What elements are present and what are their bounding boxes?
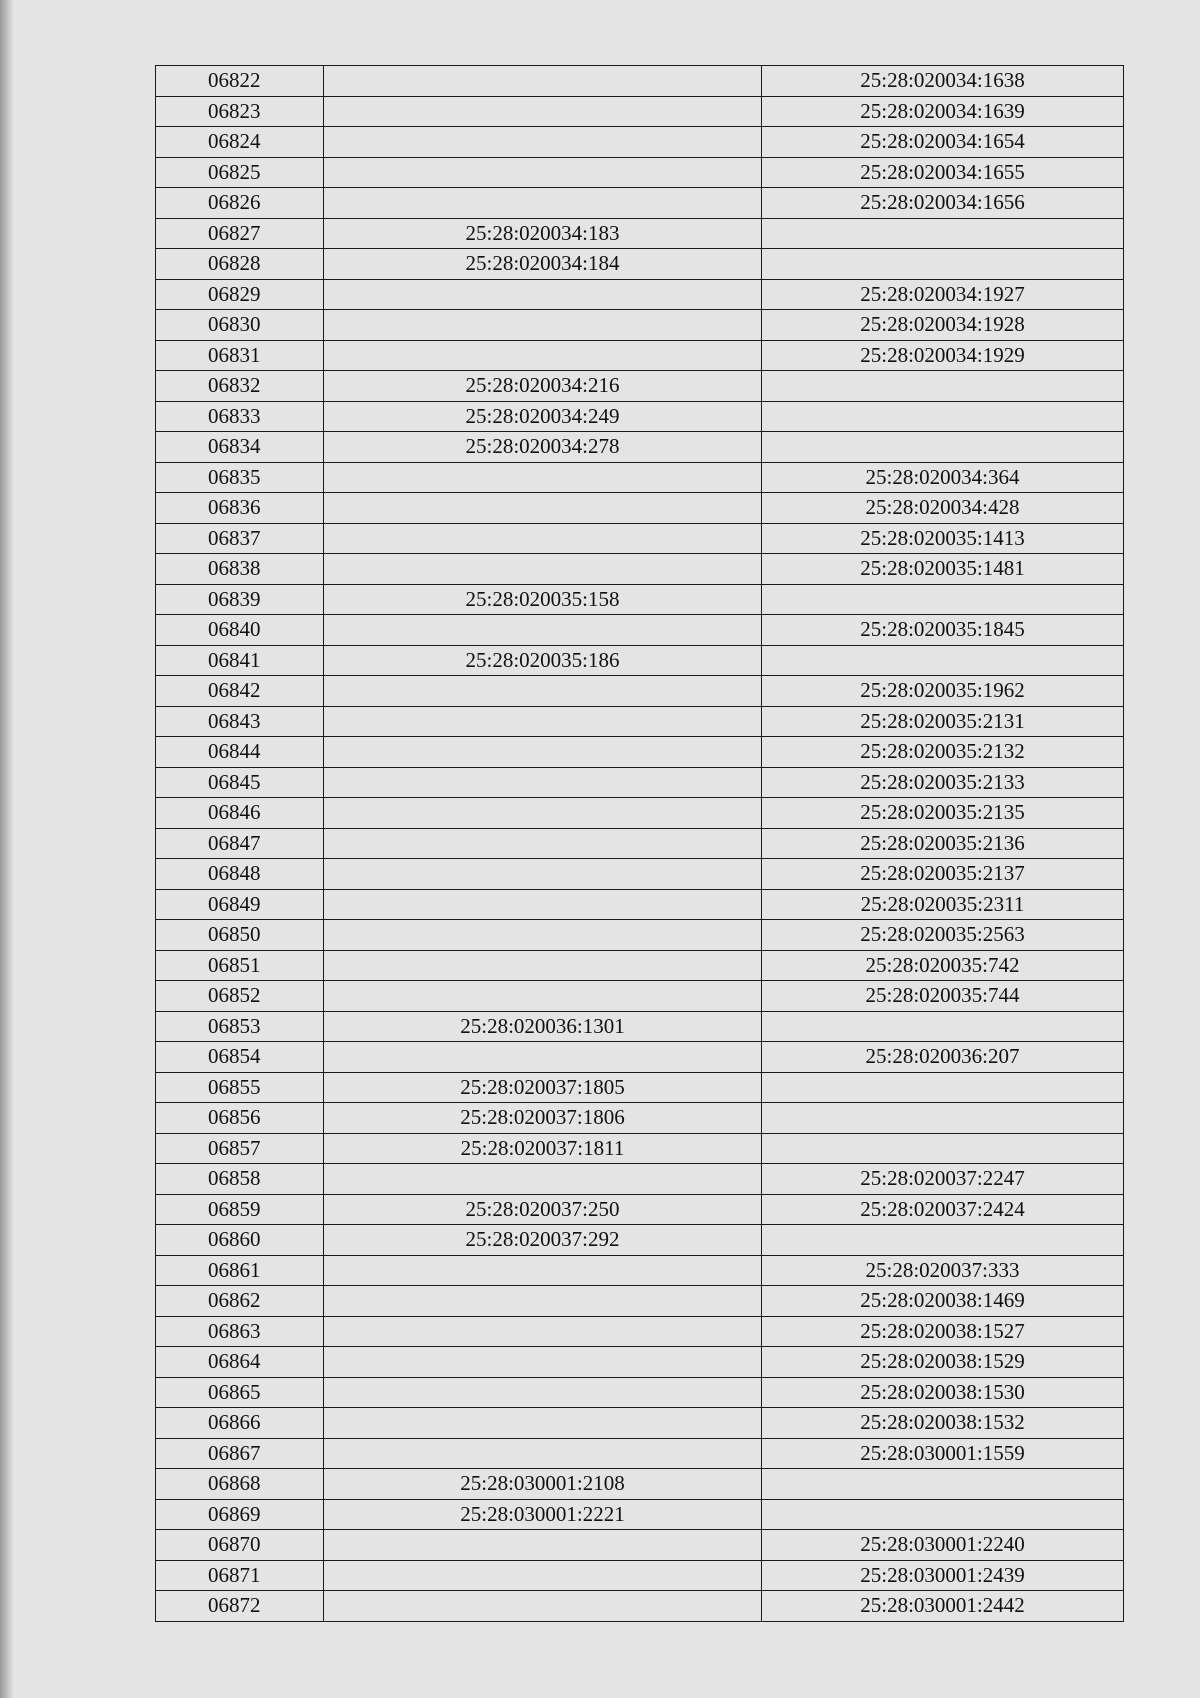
row-number-cell: 06845 [156, 767, 324, 798]
cadastral-number-cell-a [324, 523, 762, 554]
row-number-cell: 06841 [156, 645, 324, 676]
table-row [156, 706, 1124, 737]
cadastral-number-cell-b: 25:28:020035:2136 [762, 828, 1124, 859]
table-row [156, 188, 1124, 219]
cadastral-number-cell-b: 25:28:020034:1638 [762, 66, 1124, 97]
table-row [156, 1133, 1124, 1164]
row-number-cell: 06835 [156, 462, 324, 493]
row-number-cell: 06843 [156, 706, 324, 737]
cadastral-number-cell-b [762, 1103, 1124, 1134]
cadastral-number-cell-b: 25:28:020038:1469 [762, 1286, 1124, 1317]
table-row [156, 218, 1124, 249]
cadastral-number-cell-b: 25:28:020036:207 [762, 1042, 1124, 1073]
row-number-cell: 06822 [156, 66, 324, 97]
cadastral-number-cell-b [762, 1133, 1124, 1164]
cadastral-number-cell-a: 25:28:020036:1301 [324, 1011, 762, 1042]
cadastral-number-cell-b: 25:28:020035:1962 [762, 676, 1124, 707]
cadastral-number-cell-a [324, 66, 762, 97]
row-number-cell: 06849 [156, 889, 324, 920]
cadastral-number-cell-a [324, 1438, 762, 1469]
cadastral-number-cell-b: 25:28:020035:744 [762, 981, 1124, 1012]
cadastral-number-cell-b: 25:28:020037:333 [762, 1255, 1124, 1286]
cadastral-number-cell-a [324, 706, 762, 737]
cadastral-number-cell-b: 25:28:020035:1845 [762, 615, 1124, 646]
table-row [156, 1316, 1124, 1347]
cadastral-number-cell-a [324, 188, 762, 219]
cadastral-number-cell-a [324, 340, 762, 371]
cadastral-number-cell-b [762, 1225, 1124, 1256]
cadastral-number-cell-a [324, 96, 762, 127]
cadastral-number-cell-a [324, 127, 762, 158]
table-row [156, 1194, 1124, 1225]
row-number-cell: 06854 [156, 1042, 324, 1073]
cadastral-number-cell-a [324, 1591, 762, 1622]
cadastral-number-cell-a: 25:28:030001:2221 [324, 1499, 762, 1530]
table-row [156, 1286, 1124, 1317]
table-row [156, 1560, 1124, 1591]
cadastral-number-cell-b: 25:28:020035:2131 [762, 706, 1124, 737]
row-number-cell: 06866 [156, 1408, 324, 1439]
row-number-cell: 06838 [156, 554, 324, 585]
table-row [156, 1255, 1124, 1286]
row-number-cell: 06855 [156, 1072, 324, 1103]
cadastral-number-cell-b: 25:28:020034:1655 [762, 157, 1124, 188]
cadastral-number-cell-b: 25:28:030001:2240 [762, 1530, 1124, 1561]
table-row [156, 859, 1124, 890]
cadastral-number-cell-a [324, 737, 762, 768]
cadastral-number-cell-b: 25:28:030001:2439 [762, 1560, 1124, 1591]
table-row [156, 1438, 1124, 1469]
cadastral-number-cell-a [324, 981, 762, 1012]
cadastral-number-cell-a [324, 1164, 762, 1195]
row-number-cell: 06839 [156, 584, 324, 615]
table-row [156, 554, 1124, 585]
cadastral-number-cell-b [762, 1072, 1124, 1103]
cadastral-number-cell-b: 25:28:020035:2563 [762, 920, 1124, 951]
cadastral-number-cell-b [762, 1499, 1124, 1530]
cadastral-number-cell-b: 25:28:020035:2311 [762, 889, 1124, 920]
cadastral-number-cell-b [762, 1011, 1124, 1042]
cadastral-number-cell-a [324, 767, 762, 798]
row-number-cell: 06865 [156, 1377, 324, 1408]
table-row [156, 584, 1124, 615]
table-row [156, 920, 1124, 951]
table-row [156, 1072, 1124, 1103]
table-row [156, 1347, 1124, 1378]
cadastral-number-cell-a [324, 920, 762, 951]
row-number-cell: 06850 [156, 920, 324, 951]
row-number-cell: 06826 [156, 188, 324, 219]
cadastral-number-cell-b [762, 371, 1124, 402]
table-row [156, 1164, 1124, 1195]
cadastral-number-cell-b: 25:28:020034:1654 [762, 127, 1124, 158]
table-row [156, 401, 1124, 432]
table-row [156, 1530, 1124, 1561]
row-number-cell: 06857 [156, 1133, 324, 1164]
row-number-cell: 06860 [156, 1225, 324, 1256]
table-row [156, 462, 1124, 493]
cadastral-number-cell-b: 25:28:020034:1656 [762, 188, 1124, 219]
cadastral-number-cell-a [324, 1377, 762, 1408]
table-row [156, 310, 1124, 341]
cadastral-number-cell-a: 25:28:020034:278 [324, 432, 762, 463]
table-row [156, 279, 1124, 310]
table-row [156, 1469, 1124, 1500]
row-number-cell: 06872 [156, 1591, 324, 1622]
cadastral-number-cell-a [324, 1408, 762, 1439]
table-row [156, 828, 1124, 859]
cadastral-number-cell-b: 25:28:020034:1928 [762, 310, 1124, 341]
cadastral-number-cell-b: 25:28:020034:1929 [762, 340, 1124, 371]
table-row [156, 981, 1124, 1012]
page-edge-shadow [0, 0, 14, 1698]
cadastral-number-cell-a [324, 798, 762, 829]
cadastral-number-cell-b: 25:28:020038:1529 [762, 1347, 1124, 1378]
cadastral-number-cell-b [762, 645, 1124, 676]
table-body [156, 66, 1124, 1622]
table-row [156, 767, 1124, 798]
cadastral-number-cell-a: 25:28:020034:183 [324, 218, 762, 249]
table-row [156, 1103, 1124, 1134]
cadastral-number-cell-a [324, 279, 762, 310]
row-number-cell: 06842 [156, 676, 324, 707]
row-number-cell: 06828 [156, 249, 324, 280]
row-number-cell: 06853 [156, 1011, 324, 1042]
cadastral-number-cell-b [762, 1469, 1124, 1500]
cadastral-number-cell-b: 25:28:020035:2132 [762, 737, 1124, 768]
cadastral-number-cell-b [762, 401, 1124, 432]
cadastral-number-cell-b: 25:28:020035:1413 [762, 523, 1124, 554]
cadastral-number-cell-b: 25:28:020037:2247 [762, 1164, 1124, 1195]
cadastral-number-cell-a [324, 554, 762, 585]
cadastral-number-cell-b: 25:28:020038:1532 [762, 1408, 1124, 1439]
cadastral-number-cell-b: 25:28:020034:428 [762, 493, 1124, 524]
table-row [156, 950, 1124, 981]
cadastral-number-cell-b: 25:28:020035:1481 [762, 554, 1124, 585]
cadastral-number-cell-b [762, 249, 1124, 280]
table-row [156, 66, 1124, 97]
row-number-cell: 06867 [156, 1438, 324, 1469]
table-row [156, 1591, 1124, 1622]
table-row [156, 523, 1124, 554]
cadastral-number-cell-a: 25:28:020034:249 [324, 401, 762, 432]
cadastral-number-cell-a: 25:28:030001:2108 [324, 1469, 762, 1500]
row-number-cell: 06868 [156, 1469, 324, 1500]
cadastral-number-cell-a [324, 157, 762, 188]
cadastral-number-cell-b: 25:28:020035:2135 [762, 798, 1124, 829]
row-number-cell: 06861 [156, 1255, 324, 1286]
cadastral-number-cell-a: 25:28:020034:184 [324, 249, 762, 280]
cadastral-number-cell-b: 25:28:020035:2137 [762, 859, 1124, 890]
cadastral-number-cell-b: 25:28:020034:1639 [762, 96, 1124, 127]
cadastral-number-cell-a [324, 310, 762, 341]
row-number-cell: 06871 [156, 1560, 324, 1591]
table-row [156, 1377, 1124, 1408]
row-number-cell: 06862 [156, 1286, 324, 1317]
row-number-cell: 06869 [156, 1499, 324, 1530]
row-number-cell: 06852 [156, 981, 324, 1012]
cadastral-number-cell-b: 25:28:020038:1527 [762, 1316, 1124, 1347]
cadastral-number-cell-a: 25:28:020035:158 [324, 584, 762, 615]
row-number-cell: 06840 [156, 615, 324, 646]
row-number-cell: 06864 [156, 1347, 324, 1378]
row-number-cell: 06823 [156, 96, 324, 127]
table-row [156, 96, 1124, 127]
table-row [156, 432, 1124, 463]
row-number-cell: 06847 [156, 828, 324, 859]
table-row [156, 615, 1124, 646]
cadastral-number-cell-a [324, 950, 762, 981]
row-number-cell: 06832 [156, 371, 324, 402]
table-row [156, 371, 1124, 402]
row-number-cell: 06836 [156, 493, 324, 524]
row-number-cell: 06858 [156, 1164, 324, 1195]
row-number-cell: 06834 [156, 432, 324, 463]
row-number-cell: 06846 [156, 798, 324, 829]
row-number-cell: 06844 [156, 737, 324, 768]
cadastral-number-cell-a: 25:28:020037:250 [324, 1194, 762, 1225]
cadastral-number-cell-a: 25:28:020037:1811 [324, 1133, 762, 1164]
cadastral-number-cell-a [324, 1560, 762, 1591]
table-row [156, 1408, 1124, 1439]
cadastral-number-cell-a: 25:28:020037:1805 [324, 1072, 762, 1103]
table-row [156, 645, 1124, 676]
cadastral-number-cell-a [324, 1316, 762, 1347]
row-number-cell: 06863 [156, 1316, 324, 1347]
cadastral-number-cell-a: 25:28:020035:186 [324, 645, 762, 676]
cadastral-number-cell-b: 25:28:030001:1559 [762, 1438, 1124, 1469]
table-row [156, 1011, 1124, 1042]
table-row [156, 889, 1124, 920]
table-row [156, 737, 1124, 768]
cadastral-number-cell-b [762, 218, 1124, 249]
row-number-cell: 06837 [156, 523, 324, 554]
table-row [156, 493, 1124, 524]
row-number-cell: 06824 [156, 127, 324, 158]
row-number-cell: 06851 [156, 950, 324, 981]
row-number-cell: 06859 [156, 1194, 324, 1225]
table-row [156, 157, 1124, 188]
table-row [156, 1225, 1124, 1256]
table-row [156, 340, 1124, 371]
row-number-cell: 06829 [156, 279, 324, 310]
row-number-cell: 06830 [156, 310, 324, 341]
row-number-cell: 06856 [156, 1103, 324, 1134]
cadastral-number-cell-b: 25:28:020037:2424 [762, 1194, 1124, 1225]
row-number-cell: 06870 [156, 1530, 324, 1561]
cadastral-number-cell-b: 25:28:030001:2442 [762, 1591, 1124, 1622]
cadastral-number-cell-b: 25:28:020035:2133 [762, 767, 1124, 798]
table-row [156, 798, 1124, 829]
table-row [156, 1499, 1124, 1530]
cadastral-number-cell-a [324, 828, 762, 859]
table-row [156, 249, 1124, 280]
cadastral-number-cell-a [324, 462, 762, 493]
row-number-cell: 06833 [156, 401, 324, 432]
cadastral-number-cell-b: 25:28:020034:1927 [762, 279, 1124, 310]
cadastral-number-cell-a [324, 1255, 762, 1286]
cadastral-number-cell-a [324, 676, 762, 707]
cadastral-number-cell-b: 25:28:020034:364 [762, 462, 1124, 493]
table-row [156, 1042, 1124, 1073]
cadastral-number-cell-a [324, 1042, 762, 1073]
cadastral-number-cell-b [762, 432, 1124, 463]
cadastral-number-cell-a [324, 1347, 762, 1378]
cadastral-number-cell-a [324, 889, 762, 920]
cadastral-number-cell-b [762, 584, 1124, 615]
cadastral-number-cell-b: 25:28:020035:742 [762, 950, 1124, 981]
table-row [156, 676, 1124, 707]
row-number-cell: 06831 [156, 340, 324, 371]
cadastral-number-cell-a [324, 493, 762, 524]
cadastral-number-cell-a [324, 1530, 762, 1561]
cadastral-number-cell-a [324, 859, 762, 890]
cadastral-number-cell-a [324, 1286, 762, 1317]
row-number-cell: 06825 [156, 157, 324, 188]
table-row [156, 127, 1124, 158]
row-number-cell: 06848 [156, 859, 324, 890]
cadastral-number-cell-a: 25:28:020037:292 [324, 1225, 762, 1256]
cadastral-number-cell-b: 25:28:020038:1530 [762, 1377, 1124, 1408]
row-number-cell: 06827 [156, 218, 324, 249]
cadastral-number-cell-a: 25:28:020034:216 [324, 371, 762, 402]
cadastral-number-cell-a: 25:28:020037:1806 [324, 1103, 762, 1134]
cadastral-number-cell-a [324, 615, 762, 646]
cadastral-number-table [155, 65, 1124, 1622]
